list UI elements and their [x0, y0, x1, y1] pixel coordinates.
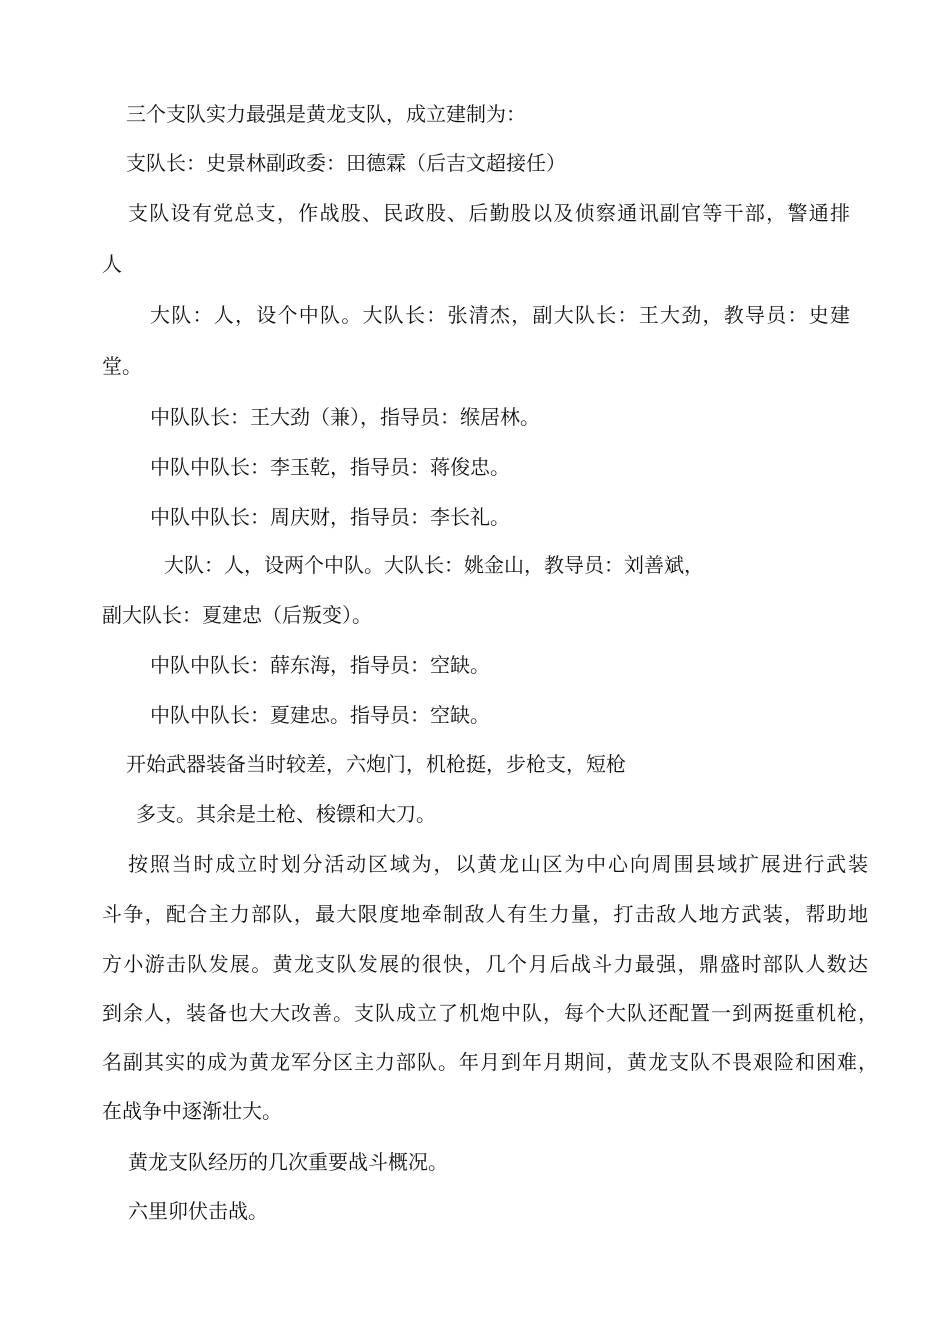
text-line: 大队：人，设两个中队。大队长：姚金山，教导员：刘善斌，	[164, 553, 704, 577]
text-line: 按照当时成立时划分活动区域为，以黄龙山区为中心向周围县域扩展进行武装	[128, 852, 868, 876]
text-line: 黄龙支队经历的几次重要战斗概况。	[128, 1150, 448, 1174]
text-line: 中队中队长：夏建忠。指导员：空缺。	[150, 703, 490, 727]
text-line: 名副其实的成为黄龙军分区主力部队。年月到年月期间，黄龙支队不畏艰险和困难，	[102, 1050, 878, 1074]
text-line: 斗争，配合主力部队，最大限度地牵制敌人有生力量，打击敌人地方武装，帮助地	[102, 902, 868, 926]
text-line: 多支。其余是土枪、梭镖和大刀。	[136, 802, 436, 826]
text-line: 人	[102, 252, 122, 276]
text-line: 在战争中逐渐壮大。	[102, 1099, 282, 1123]
text-line: 中队中队长：薛东海，指导员：空缺。	[150, 653, 490, 677]
text-line: 大队：人，设个中队。大队长：张清杰，副大队长：王大劲，教导员：史建	[150, 303, 850, 327]
text-line: 中队中队长：李玉乾，指导员：蒋俊忠。	[150, 455, 510, 479]
text-line: 中队队长：王大劲（兼），指导员：缑居林。	[150, 405, 540, 429]
text-line: 支队设有党总支，作战股、民政股、后勤股以及侦察通讯副官等干部，警通排	[128, 201, 850, 225]
text-line: 支队长：史景林副政委：田德霖（后吉文超接任）	[126, 151, 566, 175]
text-line: 六里卯伏击战。	[128, 1199, 268, 1223]
text-line: 方小游击队发展。黄龙支队发展的很快，几个月后战斗力最强，鼎盛时部队人数达	[102, 952, 868, 976]
text-line: 副大队长：夏建忠（后叛变）。	[102, 603, 372, 627]
text-line: 到余人，装备也大大改善。支队成立了机炮中队，每个大队还配置一到两挺重机枪，	[102, 1001, 878, 1025]
text-line: 堂。	[102, 354, 142, 378]
text-line: 开始武器装备当时较差，六炮门，机枪挺，步枪支，短枪	[126, 752, 626, 776]
text-line: 中队中队长：周庆财，指导员：李长礼。	[150, 505, 510, 529]
text-line: 三个支队实力最强是黄龙支队，成立建制为：	[126, 102, 526, 126]
